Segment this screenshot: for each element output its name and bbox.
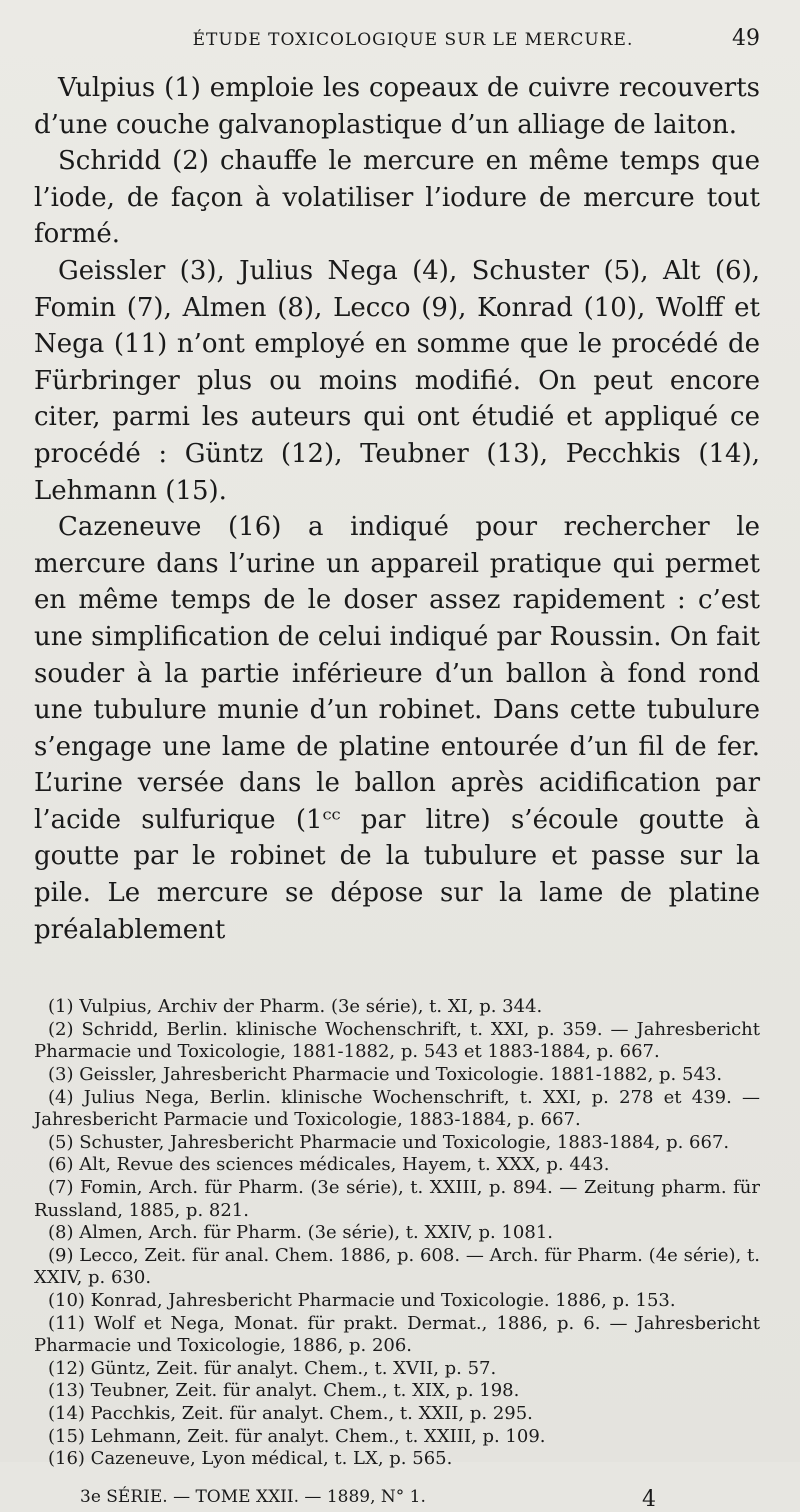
footnote: (5) Schuster, Jahresbericht Pharmacie und Toxicologie, 1883-1884, p. 667.	[48, 1131, 730, 1153]
footnote: (15) Lehmann, Zeit. für analyt. Chem., t. XXIII, p. 109.	[48, 1425, 546, 1447]
paragraph: Cazeneuve (16) a indiqué pour rechercher le mercure dans l’urine un appareil pratique qui permet en même temps de le doser assez rapidement : c’est une simplification de celui indiqué par Roussin. On fait souder à la partie inférieure d’un ballon à fond rond une tubulure munie d’un robinet. Dans cette tubulure s’engage une lame de platine entourée d’un fil de fer. L’urine versée dans le ballon après acidification par l’acide sulfurique (1ᶜᶜ par litre) s’écoule goutte à goutte par le robinet de la tubulure et passe sur la pile. Le mercure se dépose sur la lame de platine préalablement	[34, 512, 760, 945]
footnote: (1) Vulpius, Archiv der Pharm. (3e série), t. XI, p. 344.	[48, 996, 543, 1018]
footnotes	[34, 996, 760, 1470]
footnote: (16) Cazeneuve, Lyon médical, t. LX, p. 565.	[48, 1448, 453, 1470]
footnote: (12) Güntz, Zeit. für analyt. Chem., t. XVII, p. 57.	[48, 1357, 497, 1379]
paragraph: Vulpius (1) emploie les copeaux de cuivre recouverts d’une couche galvanoplastique d’un alliage de laiton.	[34, 73, 760, 140]
footnote: (14) Pacchkis, Zeit. für analyt. Chem., t. XXII, p. 295.	[48, 1402, 533, 1424]
paragraph: Geissler (3), Julius Nega (4), Schuster (5), Alt (6), Fomin (7), Almen (8), Lecco (9), Konrad (10), Wolff et Nega (11) n’ont employé en somme que le procédé de Fürbringer plus ou moins modifié. On peut encore citer, parmi les auteurs qui ont étudié et appliqué ce procédé : Güntz (12), Teubner (13), Pecchkis (14), Lehmann (15).	[34, 255, 760, 506]
footnote: (10) Konrad, Jahresbericht Pharmacie und Toxicologie. 1886, p. 153.	[48, 1289, 676, 1311]
footnote: (4) Julius Nega, Berlin. klinische Wochenschrift, t. XXI, p. 278 et 439. — Jahresbericht Parmacie und Toxicologie, 1883-1884, p. 667.	[34, 1086, 760, 1131]
footnote: (2) Schridd, Berlin. klinische Wochenschrift, t. XXI, p. 359. — Jahresbericht Pharmacie und Toxicologie, 1881-1882, p. 543 et 1883-1884, p. 667.	[34, 1018, 760, 1063]
running-title: ÉTUDE TOXICOLOGIQUE SUR LE MERCURE.	[192, 30, 634, 50]
footnote: (3) Geissler, Jahresbericht Pharmacie und Toxicologie. 1881-1882, p. 543.	[48, 1064, 723, 1086]
paragraph: Schridd (2) chauffe le mercure en même temps que l’iode, de façon à volatiliser l’iodure de mercure tout formé.	[34, 146, 760, 250]
running-head	[34, 26, 760, 70]
body-text	[34, 70, 760, 948]
footnote: (9) Lecco, Zeit. für anal. Chem. 1886, p. 608. — Arch. für Pharm. (4e série), t. XXIV, p. 630.	[34, 1244, 760, 1289]
footnote: (6) Alt, Revue des sciences médicales, Hayem, t. XXX, p. 443.	[48, 1154, 610, 1176]
footnote: (13) Teubner, Zeit. für analyt. Chem., t. XIX, p. 198.	[48, 1380, 520, 1402]
page-number: 49	[732, 26, 760, 51]
footnote: (8) Almen, Arch. für Pharm. (3e série), t. XXIV, p. 1081.	[48, 1222, 554, 1244]
series-info: 3e SÉRIE. — TOME XXII. — 1889, N° 1.	[80, 1486, 426, 1507]
footnote: (7) Fomin, Arch. für Pharm. (3e série), t. XXIII, p. 894. — Zeitung pharm. für Russland, 1885, p. 821.	[34, 1177, 760, 1221]
footnote: (11) Wolf et Nega, Monat. für prakt. Dermat., 1886, p. 6. — Jahresbericht Pharmacie und Toxicologie, 1886, p. 206.	[34, 1312, 760, 1357]
signature-mark: 4	[642, 1486, 656, 1512]
page-footer	[34, 1487, 760, 1512]
